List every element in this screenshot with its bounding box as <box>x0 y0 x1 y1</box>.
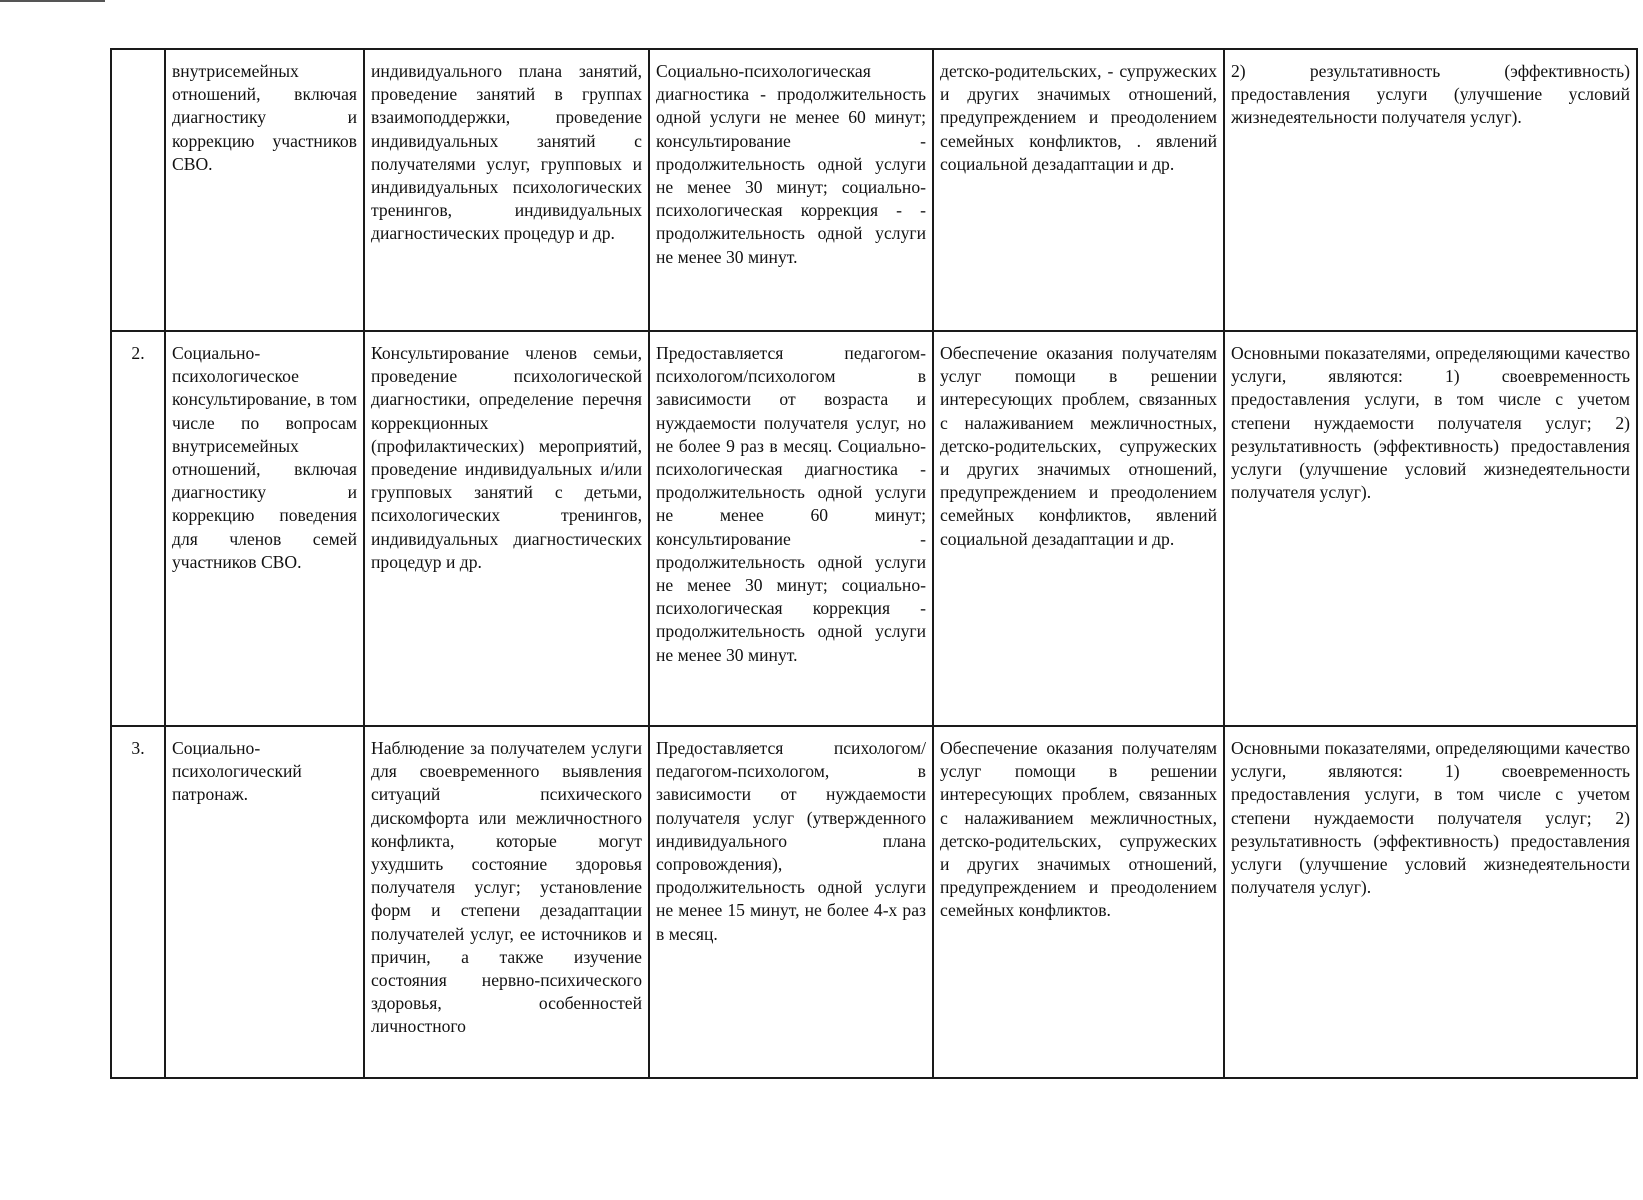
row-number <box>111 49 165 331</box>
service-name-cell: внутрисемейных отношений, включая диагностику и коррекцию участников СВО. <box>165 49 364 331</box>
row-number: 2. <box>111 331 165 726</box>
services-table <box>110 48 1638 1079</box>
service-content-cell: Наблюдение за получателем услуги для своевременного выявления ситуаций психического дискомфорта или межличностного конфликта, которые могут ухудшить состояние здоровья получателя услуг; установление форм и степени дезадаптации получателей услуг, ее источников и причин, а также изучение состояния нервно-психического здоровья, особенностей личностного <box>364 726 649 1078</box>
table-row <box>111 49 1637 331</box>
service-quality-cell: Основными показателями, определяющими качество услуги, являются: 1) своевременность предоставления услуги, в том числе с учетом степени нуждаемости получателя услуг; 2) результативность (эффективность) предоставления услуги (улучшение условий жизнедеятельности получателя услуг). <box>1224 331 1637 726</box>
service-name-cell: Социально-психологическое консультирование, в том числе по вопросам внутрисемейных отношений, включая диагностику и коррекцию поведения для членов семей участников СВО. <box>165 331 364 726</box>
scan-edge-mark <box>0 0 105 2</box>
service-standard-cell: Обеспечение оказания получателям услуг помощи в решении интересующих проблем, связанных с налаживанием межличностных, детско-родительских, супружеских и других значимых отношений, предупреждением и преодолением семейных конфликтов. <box>933 726 1224 1078</box>
service-name-cell: Социально-психологический патронаж. <box>165 726 364 1078</box>
table-row <box>111 726 1637 1078</box>
service-terms-cell: Социально-психологическая диагностика - продолжительность одной услуги не менее 60 минут; консультирование - продолжительность одной услуги не менее 30 минут; социально-психологическая коррекция - - продолжительность одной услуги не менее 30 минут. <box>649 49 933 331</box>
service-standard-cell: Обеспечение оказания получателям услуг помощи в решении интересующих проблем, связанных с налаживанием межличностных, детско-родительских, супружеских и других значимых отношений, предупреждением и преодолением семейных конфликтов, явлений социальной дезадаптации и др. <box>933 331 1224 726</box>
service-quality-cell: Основными показателями, определяющими качество услуги, являются: 1) своевременность предоставления услуги, в том числе с учетом степени нуждаемости получателя услуг; 2) результативность (эффективность) предоставления услуги (улучшение условий жизнедеятельности получателя услуг). <box>1224 726 1637 1078</box>
service-terms-cell: Предоставляется психологом/педагогом-психологом, в зависимости от нуждаемости получателя услуг (утвержденного индивидуального плана сопровождения), продолжительность одной услуги не менее 15 минут, не более 4-х раз в месяц. <box>649 726 933 1078</box>
service-quality-cell: 2) результативность (эффективность) предоставления услуги (улучшение условий жизнедеятельности получателя услуг). <box>1224 49 1637 331</box>
table-row <box>111 331 1637 726</box>
row-number: 3. <box>111 726 165 1078</box>
service-terms-cell: Предоставляется педагогом-психологом/психологом в зависимости от возраста и нуждаемости получателя услуг, но не более 9 раз в месяц. Социально-психологическая диагностика - продолжительность одной услуги не менее 60 минут; консультирование - продолжительность одной услуги не менее 30 минут; социально-психологическая коррекция - продолжительность одной услуги не менее 30 минут. <box>649 331 933 726</box>
service-content-cell: индивидуального плана занятий, проведение занятий в группах взаимоподдержки, проведение индивидуальных занятий с получателями услуг, групповых и индивидуальных психологических тренингов, индивидуальных диагностических процедур и др. <box>364 49 649 331</box>
service-standard-cell: детско-родительских, - супружеских и других значимых отношений, предупреждением и преодолением семейных конфликтов, . явлений социальной дезадаптации и др. <box>933 49 1224 331</box>
service-content-cell: Консультирование членов семьи, проведение психологической диагностики, определение перечня коррекционных (профилактических) мероприятий, проведение индивидуальных и/или групповых занятий с детьми, психологических тренингов, индивидуальных диагностических процедур и др. <box>364 331 649 726</box>
